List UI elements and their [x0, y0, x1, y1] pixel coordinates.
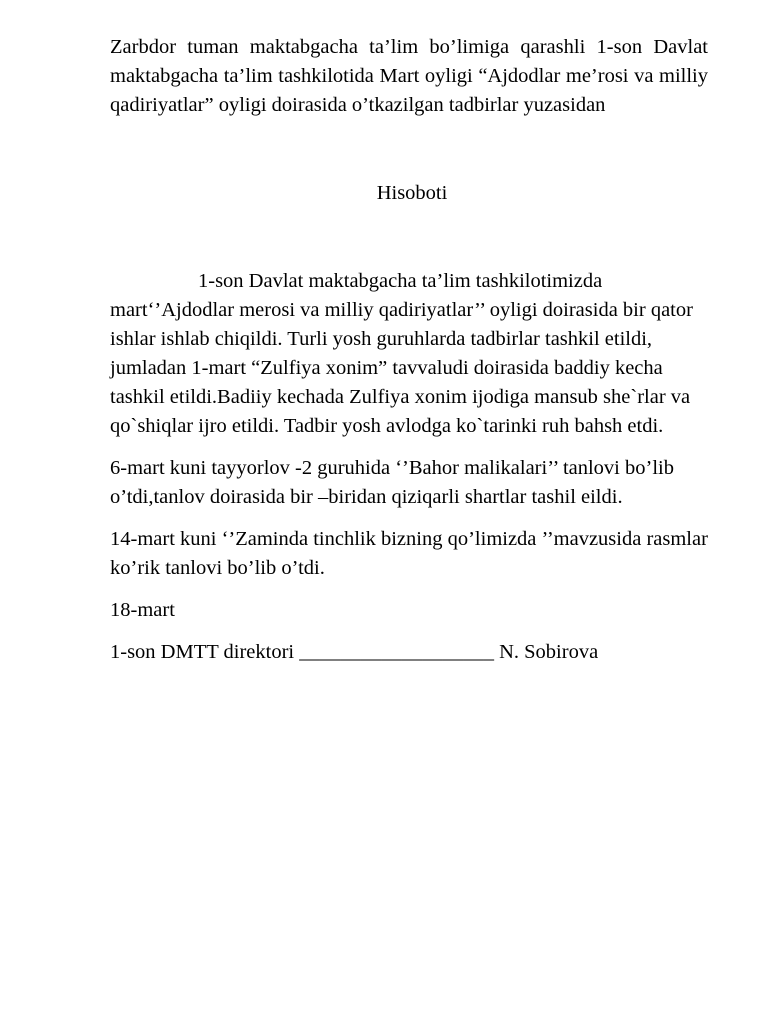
paragraph-march-6: 6-mart kuni tayyorlov -2 guruhida ‘’Bahor malikalari’’ tanlovi bo’lib o’tdi,tanlov doirasida bir –biridan qiziqarli shartlar tashil eildi.: [110, 457, 674, 508]
paragraph-march-14: 14-mart kuni ‘’Zaminda tinchlik bizning qo’limizda ’’mavzusida rasmlar ko’rik tanlovi bo’lib o’tdi.: [110, 528, 708, 579]
document-page: [110, 33, 708, 667]
paragraph-intro: 1-son Davlat maktabgacha ta’lim tashkilotimizda mart‘’Ajdodlar merosi va milliy qadiriyatlar’’ oyligi doirasida bir qator ishlar ishlab chiqildi. Turli yosh guruhlarda tadbirlar tashkil etildi, jumladan 1-mart “Zulfiya xonim” tavvaludi doirasida baddiy kecha tashkil etildi.Badiiy kechada Zulfiya xonim ijodiga mansub she`rlar va qo`shiqlar ijro etildi. Tadbir yosh avlodga ko`tarinki ruh bahsh etdi.: [110, 270, 693, 437]
document-header: Zarbdor tuman maktabgacha ta’lim bo’limiga qarashli 1-son Davlat maktabgacha ta’lim tashkilotida Mart oyligi “Ajdodlar me’rosi va milliy qadiriyatlar” oyligi doirasida o’tkazilgan tadbirlar yuzasidan: [110, 36, 708, 116]
paragraph-march-18: 18-mart: [110, 599, 175, 621]
signature-line: 1-son DMTT direktori ___________________ N. Sobirova: [110, 641, 599, 663]
document-title: Hisoboti: [376, 182, 448, 204]
